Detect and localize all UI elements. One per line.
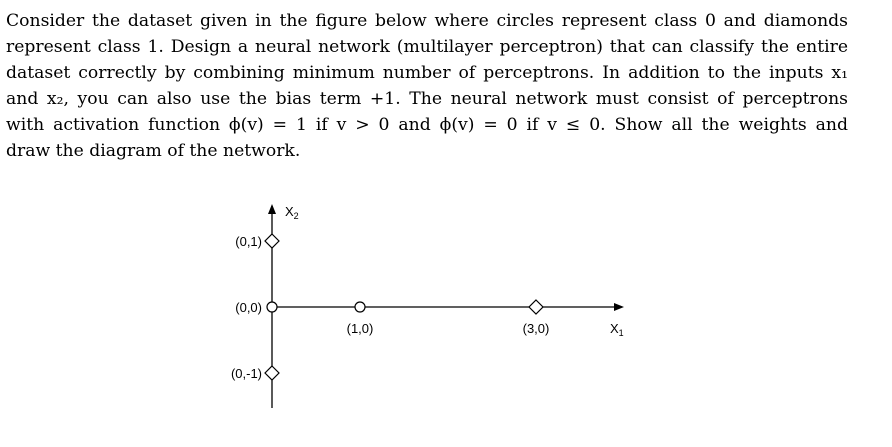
point-label: (0,-1) xyxy=(230,366,262,381)
point-label: (0,1) xyxy=(235,234,262,249)
problem-line-5: with activation function ϕ(v) = 1 if v > 0 and ϕ(v) = 0 if v ≤ 0. Show all the weights and xyxy=(6,115,848,135)
class0-circle-point xyxy=(355,302,365,312)
problem-line-1: Consider the dataset given in the figure below where circles represent class 0 and diamonds xyxy=(6,11,848,31)
problem-line-2: represent class 1. Design a neural network (multilayer perceptron) that can classify the entire xyxy=(6,37,848,57)
class0-circle-point xyxy=(267,302,277,312)
class1-diamond-point xyxy=(265,234,279,248)
x2-axis-label: $X_2$ xyxy=(285,204,299,221)
problem-line-6: draw the diagram of the network. xyxy=(6,141,301,161)
class1-diamond-point xyxy=(529,300,543,314)
point-label: (1,0) xyxy=(346,321,374,336)
problem-line-4: and x₂, you can also use the bias term +1. The neural network must consist of perceptrons xyxy=(6,89,848,109)
problem-line-3: dataset correctly by combining minimum number of perceptrons. In addition to the inputs x₁ xyxy=(6,63,848,83)
class1-diamond-point xyxy=(265,366,279,380)
point-label: (0,0) xyxy=(235,300,262,315)
x1-axis-label: $X_1$ xyxy=(610,321,624,338)
point-label: (3,0) xyxy=(522,321,550,336)
